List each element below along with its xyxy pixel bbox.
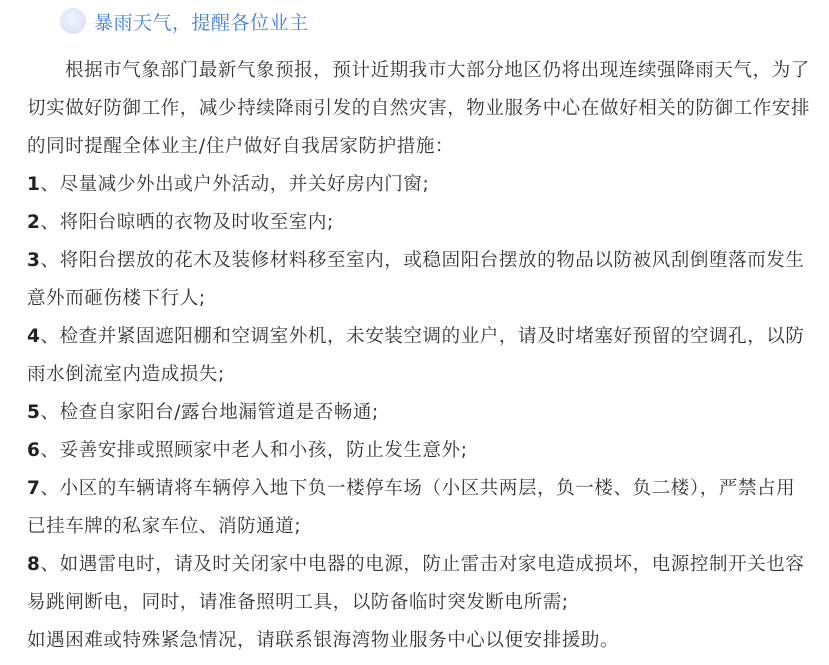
item-separator: 、 [40, 402, 60, 423]
heading-title: 暴雨天气，提醒各位业主 [94, 11, 309, 34]
list-item [27, 318, 812, 394]
item-text: 如遇雷电时，请及时关闭家中电器的电源，防止雷击对家电造成损坏，电源控制开关也容易跳闸断电，同时，请准备照明工具，以防备临时突发断电所需; [27, 554, 805, 613]
item-number: 3 [27, 250, 41, 271]
item-text: 小区的车辆请将车辆停入地下负一楼停车场（小区共两层，负一楼、负二楼），严禁占用已挂车牌的私家车位、消防通道; [27, 478, 796, 537]
item-text: 将阳台晾晒的衣物及时收至室内; [59, 212, 334, 233]
footer-paragraph: 如遇困难或特殊紧急情况，请联系银海湾物业服务中心以便安排援助。 [27, 630, 620, 651]
item-separator: 、 [40, 478, 60, 499]
item-text: 将阳台摆放的花木及装修材料移至室内，或稳固阳台摆放的物品以防被风刮倒堕落而发生意外而砸伤楼下行人; [27, 250, 805, 309]
item-separator: 、 [40, 554, 60, 575]
item-number: 5 [27, 402, 41, 423]
item-number: 2 [27, 212, 41, 233]
notice-heading [60, 6, 309, 36]
list-item [27, 166, 812, 204]
list-item [27, 242, 812, 318]
item-number: 1 [27, 174, 41, 195]
list-item [27, 470, 812, 546]
item-text: 妥善安排或照顾家中老人和小孩，防止发生意外; [59, 440, 468, 461]
circle-bullet-icon [60, 8, 86, 34]
item-separator: 、 [40, 326, 60, 347]
item-text: 检查自家阳台/露台地漏管道是否畅通; [59, 402, 379, 423]
item-number: 4 [27, 326, 41, 347]
list-item [27, 394, 812, 432]
item-separator: 、 [40, 212, 60, 233]
list-item [27, 546, 812, 622]
intro-paragraph: 根据市气象部门最新气象预报，预计近期我市大部分地区仍将出现连续强降雨天气，为了切实做好防御工作，减少持续降雨引发的自然灾害，物业服务中心在做好相关的防御工作安排的同时提醒全体业主/住户做好自我居家防护措施： [27, 60, 811, 157]
list-item [27, 204, 812, 242]
item-separator: 、 [40, 174, 60, 195]
item-separator: 、 [40, 440, 60, 461]
item-separator: 、 [40, 250, 60, 271]
item-number: 6 [27, 440, 41, 461]
item-text: 尽量减少外出或户外活动，并关好房内门窗; [59, 174, 430, 195]
item-text: 检查并紧固遮阳棚和空调室外机，未安装空调的业户，请及时堵塞好预留的空调孔，以防雨水倒流室内造成损失; [27, 326, 805, 385]
list-item [27, 432, 812, 470]
notice-body [27, 52, 812, 660]
item-number: 7 [27, 478, 41, 499]
item-number: 8 [27, 554, 41, 575]
